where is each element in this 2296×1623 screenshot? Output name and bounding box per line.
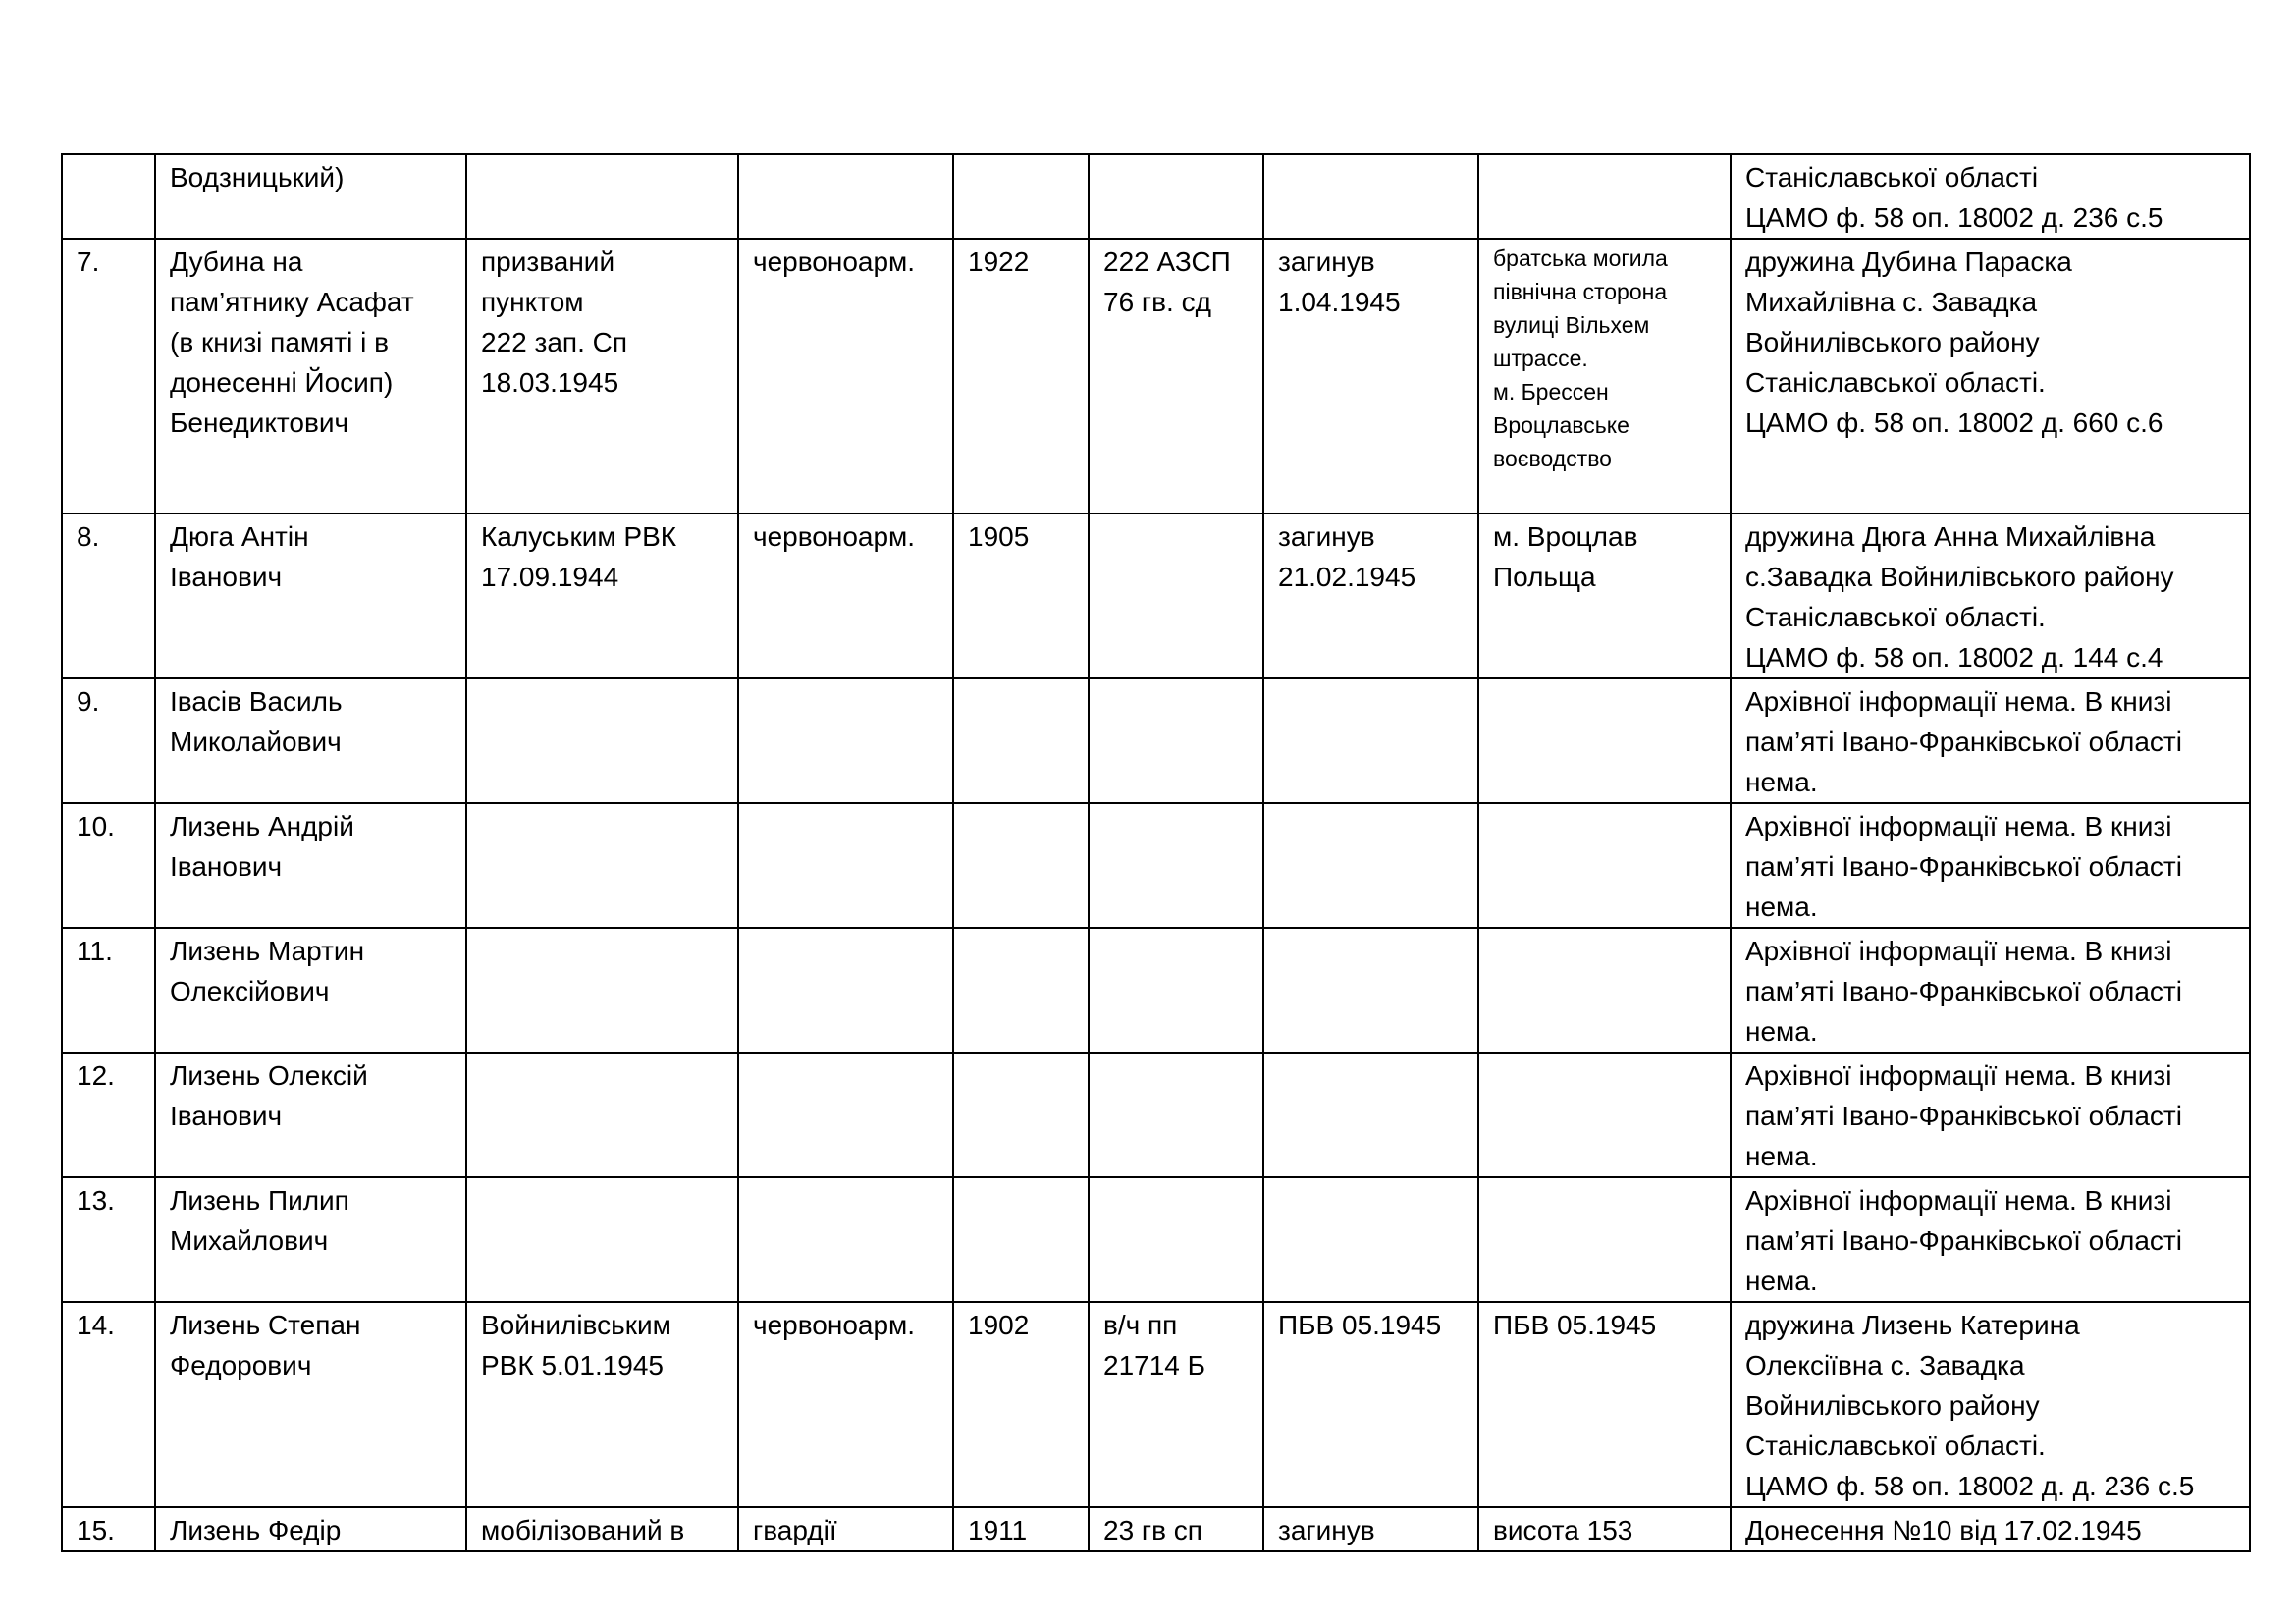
cell-notes: Архівної інформації нема. В книзі пам’яті Івано-Франківської області нема. xyxy=(1731,1177,2250,1302)
cell-notes: дружина Лизень Катерина Олексіївна с. Завадка Войнилівського району Станіславської області. ЦАМО ф. 58 оп. 18002 д. д. 236 с.5 xyxy=(1731,1302,2250,1507)
cell-fate xyxy=(1263,803,1478,928)
cell-conscription xyxy=(466,154,738,239)
cell-fate xyxy=(1263,928,1478,1053)
cell-number: 7. xyxy=(62,239,155,514)
cell-rank: червоноарм. xyxy=(738,1302,953,1507)
cell-conscription: Калуським РВК 17.09.1944 xyxy=(466,514,738,678)
cell-birth-year xyxy=(953,1053,1089,1177)
cell-fate: загинув 21.02.1945 xyxy=(1263,514,1478,678)
cell-burial-place xyxy=(1478,154,1731,239)
cell-unit: в/ч пп 21714 Б xyxy=(1089,1302,1263,1507)
cell-number: 11. xyxy=(62,928,155,1053)
cell-name: Водзницький) xyxy=(155,154,466,239)
cell-conscription xyxy=(466,803,738,928)
cell-burial-place: м. Вроцлав Польща xyxy=(1478,514,1731,678)
cell-notes: Архівної інформації нема. В книзі пам’яті Івано-Франківської області нема. xyxy=(1731,803,2250,928)
cell-burial-place: братська могила північна сторона вулиці Вільхем штрассе. м. Брессен Вроцлавське воєводство xyxy=(1478,239,1731,514)
records-table xyxy=(61,153,2251,1552)
cell-conscription: Войнилівським РВК 5.01.1945 xyxy=(466,1302,738,1507)
cell-birth-year xyxy=(953,928,1089,1053)
cell-name: Лизень Андрій Іванович xyxy=(155,803,466,928)
cell-fate: загинув 1.04.1945 xyxy=(1263,239,1478,514)
cell-conscription xyxy=(466,1177,738,1302)
cell-name: Лизень Федір xyxy=(155,1507,466,1551)
cell-burial-place xyxy=(1478,928,1731,1053)
cell-name: Дубина на пам’ятнику Асафат (в книзі памяті і в донесенні Йосип) Бенедиктович xyxy=(155,239,466,514)
cell-unit xyxy=(1089,928,1263,1053)
cell-unit xyxy=(1089,803,1263,928)
cell-birth-year: 1902 xyxy=(953,1302,1089,1507)
cell-unit xyxy=(1089,1177,1263,1302)
cell-number: 10. xyxy=(62,803,155,928)
table-row xyxy=(62,1053,2250,1177)
cell-rank: червоноарм. xyxy=(738,239,953,514)
table-row xyxy=(62,239,2250,514)
cell-rank xyxy=(738,154,953,239)
table-row xyxy=(62,1302,2250,1507)
cell-notes: дружина Дубина Параска Михайлівна с. Завадка Войнилівського району Станіславської області. ЦАМО ф. 58 оп. 18002 д. 660 с.6 xyxy=(1731,239,2250,514)
cell-name: Лизень Мартин Олексійович xyxy=(155,928,466,1053)
cell-birth-year: 1911 xyxy=(953,1507,1089,1551)
cell-number: 9. xyxy=(62,678,155,803)
cell-rank xyxy=(738,803,953,928)
cell-rank xyxy=(738,928,953,1053)
cell-unit xyxy=(1089,678,1263,803)
cell-birth-year xyxy=(953,1177,1089,1302)
cell-birth-year xyxy=(953,803,1089,928)
cell-rank xyxy=(738,678,953,803)
cell-fate xyxy=(1263,154,1478,239)
cell-name: Лизень Степан Федорович xyxy=(155,1302,466,1507)
cell-burial-place: ПБВ 05.1945 xyxy=(1478,1302,1731,1507)
cell-burial-place: висота 153 xyxy=(1478,1507,1731,1551)
table-row xyxy=(62,1177,2250,1302)
table-row xyxy=(62,154,2250,239)
cell-unit xyxy=(1089,154,1263,239)
cell-conscription: мобілізований в xyxy=(466,1507,738,1551)
cell-unit xyxy=(1089,514,1263,678)
cell-conscription xyxy=(466,678,738,803)
cell-birth-year xyxy=(953,678,1089,803)
cell-number: 15. xyxy=(62,1507,155,1551)
table-row xyxy=(62,514,2250,678)
cell-fate: загинув xyxy=(1263,1507,1478,1551)
cell-unit: 23 гв сп xyxy=(1089,1507,1263,1551)
cell-rank: гвардії xyxy=(738,1507,953,1551)
cell-unit: 222 АЗСП 76 гв. сд xyxy=(1089,239,1263,514)
cell-notes: Архівної інформації нема. В книзі пам’яті Івано-Франківської області нема. xyxy=(1731,1053,2250,1177)
cell-burial-place xyxy=(1478,678,1731,803)
table-row xyxy=(62,803,2250,928)
cell-fate xyxy=(1263,1177,1478,1302)
table-row xyxy=(62,1507,2250,1551)
cell-number: 14. xyxy=(62,1302,155,1507)
cell-name: Лизень Пилип Михайлович xyxy=(155,1177,466,1302)
cell-notes: Станіславської області ЦАМО ф. 58 оп. 18002 д. 236 с.5 xyxy=(1731,154,2250,239)
cell-unit xyxy=(1089,1053,1263,1177)
cell-burial-place xyxy=(1478,1053,1731,1177)
cell-notes: Архівної інформації нема. В книзі пам’яті Івано-Франківської області нема. xyxy=(1731,928,2250,1053)
cell-conscription xyxy=(466,1053,738,1177)
cell-name: Дюга Антін Іванович xyxy=(155,514,466,678)
cell-notes: дружина Дюга Анна Михайлівна с.Завадка Войнилівського району Станіславської області. ЦАМО ф. 58 оп. 18002 д. 144 с.4 xyxy=(1731,514,2250,678)
cell-number xyxy=(62,154,155,239)
cell-rank: червоноарм. xyxy=(738,514,953,678)
cell-notes: Донесення №10 від 17.02.1945 xyxy=(1731,1507,2250,1551)
cell-burial-place xyxy=(1478,803,1731,928)
cell-name: Лизень Олексій Іванович xyxy=(155,1053,466,1177)
cell-birth-year: 1922 xyxy=(953,239,1089,514)
cell-number: 12. xyxy=(62,1053,155,1177)
cell-birth-year xyxy=(953,154,1089,239)
table-row xyxy=(62,928,2250,1053)
cell-name: Івасів Василь Миколайович xyxy=(155,678,466,803)
cell-fate xyxy=(1263,1053,1478,1177)
cell-rank xyxy=(738,1177,953,1302)
cell-number: 13. xyxy=(62,1177,155,1302)
cell-birth-year: 1905 xyxy=(953,514,1089,678)
cell-number: 8. xyxy=(62,514,155,678)
cell-notes: Архівної інформації нема. В книзі пам’яті Івано-Франківської області нема. xyxy=(1731,678,2250,803)
cell-fate xyxy=(1263,678,1478,803)
cell-rank xyxy=(738,1053,953,1177)
table-row xyxy=(62,678,2250,803)
cell-burial-place xyxy=(1478,1177,1731,1302)
cell-conscription xyxy=(466,928,738,1053)
cell-conscription: призваний пунктом 222 зап. Сп 18.03.1945 xyxy=(466,239,738,514)
cell-fate: ПБВ 05.1945 xyxy=(1263,1302,1478,1507)
